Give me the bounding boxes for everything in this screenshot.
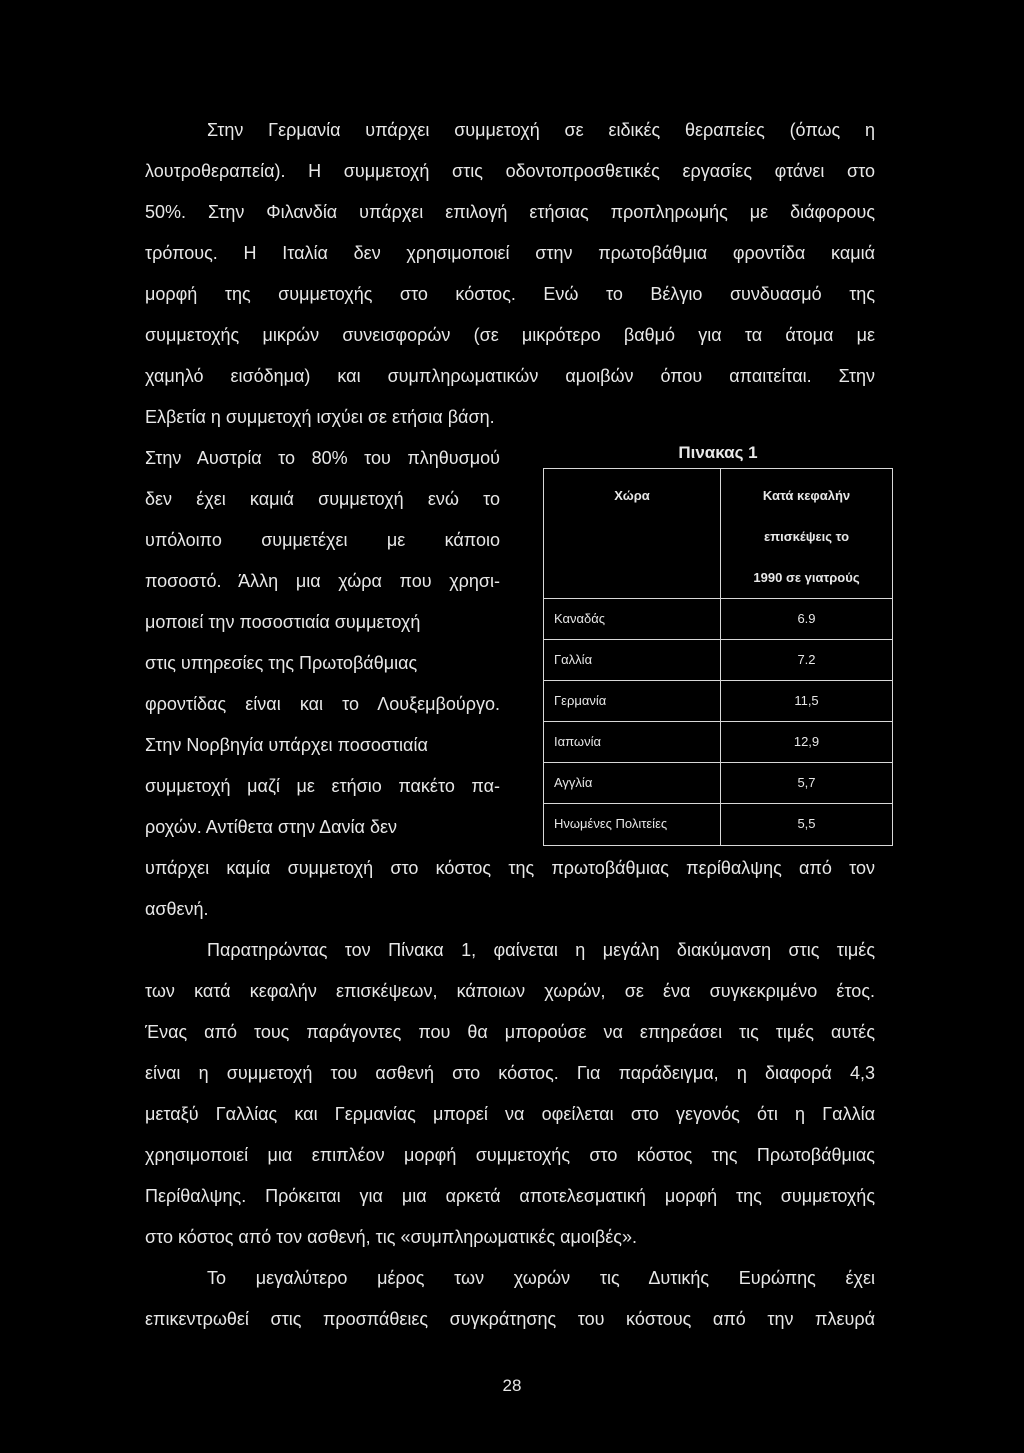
text-line: Περίθαλψης. Πρόκειται για μια αρκετά αποτελεσματική μορφή της συμμετοχής <box>145 1186 875 1206</box>
table-row <box>544 722 892 763</box>
table-header-visits <box>721 469 892 598</box>
text-line: χαμηλό εισόδημα) και συμπληρωματικών αμοιβών όπου απαιτείται. Στην <box>145 366 875 386</box>
table-cell-country: Γερμανία <box>544 681 721 721</box>
table-row <box>544 763 892 804</box>
table-cell-value: 5,7 <box>797 775 816 790</box>
table-row <box>544 599 892 640</box>
text-line: μοποιεί την ποσοστιαία συμμετοχή <box>145 612 421 632</box>
paragraph-1 <box>145 110 875 438</box>
text-line: επικεντρωθεί στις προσπάθειες συγκράτησης του κόστους από την πλευρά <box>145 1309 875 1329</box>
table-row <box>544 681 892 722</box>
text-line: Το μεγαλύτερο μέρος των χωρών τις Δυτικής Ευρώπης έχει <box>207 1268 875 1288</box>
text-line: είναι η συμμετοχή του ασθενή στο κόστος. Για παράδειγμα, η διαφορά 4,3 <box>145 1063 875 1083</box>
data-table <box>543 468 893 846</box>
text-line: δεν έχει καμιά συμμετοχή ενώ το <box>145 489 500 509</box>
text-line: Ελβετία η συμμετοχή ισχύει σε ετήσια βάση. <box>145 407 495 427</box>
side-text-column <box>145 438 500 848</box>
text-line: υπάρχει καμία συμμετοχή στο κόστος της πρωτοβάθμιας περίθαλψης από τον <box>145 858 875 878</box>
text-line: των κατά κεφαλήν επισκέψεων, κάποιων χωρών, σε ένα συγκεκριμένο έτος. <box>145 981 875 1001</box>
text-line: μορφή της συμμετοχής στο κόστος. Ενώ το Βέλγιο συνδυασμό της <box>145 284 875 304</box>
text-line: ροχών. Αντίθετα στην Δανία δεν <box>145 817 397 837</box>
paragraph-4 <box>145 1258 875 1340</box>
table-header-visits-line: 1990 σε γιατρούς <box>753 570 860 585</box>
text-line: χρησιμοποιεί μια επιπλέον μορφή συμμετοχής στο κόστος της Πρωτοβάθμιας <box>145 1145 875 1165</box>
table-header-visits-line: επισκέψεις το <box>763 529 850 544</box>
text-line: στο κόστος από τον ασθενή, τις «συμπληρωματικές αμοιβές». <box>145 1227 637 1247</box>
table-cell-value: 6.9 <box>797 611 816 626</box>
table-cell-value: 7.2 <box>797 652 816 667</box>
paragraph-3 <box>145 930 875 1258</box>
text-line: στις υπηρεσίες της Πρωτοβάθμιας <box>145 653 418 673</box>
table-row <box>544 640 892 681</box>
text-flow <box>145 110 875 1340</box>
table-cell-country: Καναδάς <box>544 599 721 639</box>
table-cell-country: Αγγλία <box>544 763 721 803</box>
text-with-table <box>145 438 875 848</box>
text-line: συμμετοχή μαζί με ετήσιο πακέτο πα- <box>145 776 500 796</box>
text-line: ποσοστό. Άλλη μια χώρα που χρησι- <box>145 571 500 591</box>
paragraph-2-continued <box>145 848 875 930</box>
table-header-country: Χώρα <box>544 469 721 598</box>
text-line: φροντίδας είναι και το Λουξεμβούργο. <box>145 694 500 714</box>
table-header-visits-line: Κατά κεφαλήν <box>762 488 851 503</box>
text-line: λουτροθεραπεία). Η συμμετοχή στις οδοντοπροσθετικές εργασίες φτάνει στο <box>145 161 875 181</box>
text-line: ασθενή. <box>145 899 209 919</box>
text-line: Στην Γερμανία υπάρχει συμμετοχή σε ειδικές θεραπείες (όπως η <box>207 120 875 140</box>
text-line: 50%. Στην Φιλανδία υπάρχει επιλογή ετήσιας προπληρωμής με διάφορους <box>145 202 875 222</box>
table-cell-value: 12,9 <box>793 734 820 749</box>
table-cell-value: 5,5 <box>797 816 816 831</box>
text-line: τρόπους. Η Ιταλία δεν χρησιμοποιεί στην πρωτοβάθμια φροντίδα καμιά <box>145 243 875 263</box>
table-cell-country: Ιαπωνία <box>544 722 721 762</box>
table-cell-country: Ηνωμένες Πολιτείες <box>544 804 721 845</box>
text-line: υπόλοιπο συμμετέχει με κάποιο <box>145 530 500 550</box>
table-row <box>544 804 892 845</box>
text-line: Ένας από τους παράγοντες που θα μπορούσε να επηρεάσει τις τιμές αυτές <box>145 1022 875 1042</box>
text-line: Στην Νορβηγία υπάρχει ποσοστιαία <box>145 735 428 755</box>
text-line: Παρατηρώντας τον Πίνακα 1, φαίνεται η μεγάλη διακύμανση στις τιμές <box>207 940 875 960</box>
table-title: Πινακας 1 <box>678 443 758 462</box>
table-header-row <box>544 469 892 599</box>
text-line: μεταξύ Γαλλίας και Γερμανίας μπορεί να οφείλεται στο γεγονός ότι η Γαλλία <box>145 1104 875 1124</box>
text-line: συμμετοχής μικρών συνεισφορών (σε μικρότερο βαθμό για τα άτομα με <box>145 325 875 345</box>
table-cell-value: 11,5 <box>794 693 819 708</box>
table-cell-country: Γαλλία <box>544 640 721 680</box>
page-number: 28 <box>502 1376 522 1395</box>
text-line: Στην Αυστρία το 80% του πληθυσμού <box>145 448 500 468</box>
